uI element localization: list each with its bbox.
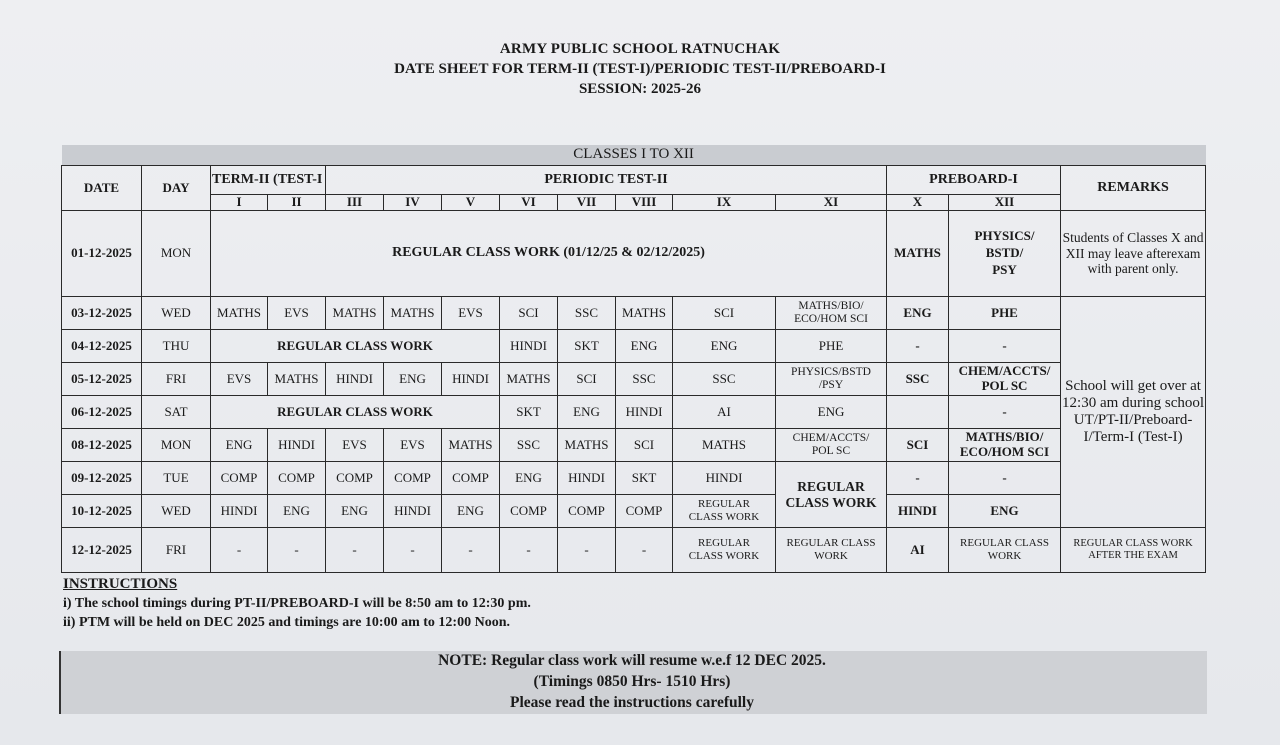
subject-cell: REGULAR CLASS WORK bbox=[673, 528, 776, 573]
day-cell: FRI bbox=[142, 528, 211, 573]
subject-cell: - bbox=[442, 528, 500, 573]
xi-merged-cell: REGULAR CLASS WORK bbox=[776, 462, 887, 528]
subject-cell: - bbox=[326, 528, 384, 573]
instruction-item: ii) PTM will be held on DEC 2025 and timings are 10:00 am to 12:00 Noon. bbox=[63, 615, 510, 630]
subject-cell: MATHS bbox=[326, 297, 384, 330]
subject-cell: - bbox=[268, 528, 326, 573]
subject-cell: SSC bbox=[558, 297, 616, 330]
date-cell: 05-12-2025 bbox=[62, 363, 142, 396]
subject-cell: EVS bbox=[211, 363, 268, 396]
x-cell: SSC bbox=[887, 363, 949, 396]
subject-cell: HINDI bbox=[616, 396, 673, 429]
preboard-group-header: PREBOARD-I bbox=[887, 166, 1061, 195]
subject-cell: HINDI bbox=[673, 462, 776, 495]
term-group-header: TERM-II (TEST-I bbox=[211, 166, 326, 195]
subject-cell: MATHS/BIO/ ECO/HOM SCI bbox=[776, 297, 887, 330]
subject-cell: SCI bbox=[673, 297, 776, 330]
xii-cell: ENG bbox=[949, 495, 1061, 528]
date-cell: 08-12-2025 bbox=[62, 429, 142, 462]
day-cell: TUE bbox=[142, 462, 211, 495]
class-header: I bbox=[211, 195, 268, 211]
subject-cell: HINDI bbox=[384, 495, 442, 528]
subject-cell: COMP bbox=[326, 462, 384, 495]
subject-cell: SSC bbox=[673, 363, 776, 396]
subject-cell: CHEM/ACCTS/ POL SC bbox=[776, 429, 887, 462]
class-header: IV bbox=[384, 195, 442, 211]
date-header: DATE bbox=[62, 166, 142, 211]
day-cell: SAT bbox=[142, 396, 211, 429]
subject-cell: MATHS bbox=[616, 297, 673, 330]
class-header: IX bbox=[673, 195, 776, 211]
subject-cell: COMP bbox=[616, 495, 673, 528]
x-cell bbox=[887, 396, 949, 429]
session-label: SESSION: 2025-26 bbox=[578, 81, 702, 97]
date-cell: 03-12-2025 bbox=[62, 297, 142, 330]
subject-cell: - bbox=[616, 528, 673, 573]
table-row bbox=[62, 429, 1206, 462]
subject-cell: EVS bbox=[326, 429, 384, 462]
xii-cell: - bbox=[949, 462, 1061, 495]
remark-cell: Students of Classes X and XII may leave afterexam with parent only. bbox=[1061, 211, 1206, 297]
day-cell: THU bbox=[142, 330, 211, 363]
subject-cell: - bbox=[558, 528, 616, 573]
merged-cell: REGULAR CLASS WORK bbox=[211, 396, 500, 429]
subject-cell: PHE bbox=[776, 330, 887, 363]
table-row bbox=[62, 462, 1206, 495]
table-row bbox=[62, 211, 1206, 297]
class-header: VII bbox=[558, 195, 616, 211]
xii-cell: PHYSICS/ BSTD/ PSY bbox=[949, 211, 1061, 297]
table-row bbox=[62, 495, 1206, 528]
instruction-item: i) The school timings during PT-II/PREBOARD-I will be 8:50 am to 12:30 pm. bbox=[63, 596, 531, 611]
xii-cell: - bbox=[949, 396, 1061, 429]
classes-banner: CLASSES I TO XII bbox=[62, 145, 1206, 166]
subject-cell: ENG bbox=[211, 429, 268, 462]
subject-cell: EVS bbox=[442, 297, 500, 330]
subject-cell: COMP bbox=[500, 495, 558, 528]
subject-cell: ENG bbox=[326, 495, 384, 528]
subject-cell: - bbox=[500, 528, 558, 573]
x-cell: ENG bbox=[887, 297, 949, 330]
note-line: Please read the instructions carefully bbox=[510, 694, 754, 711]
x-cell: AI bbox=[887, 528, 949, 573]
xii-cell: - bbox=[949, 330, 1061, 363]
class-header: XI bbox=[776, 195, 887, 211]
subject-cell: COMP bbox=[384, 462, 442, 495]
subject-cell: MATHS bbox=[384, 297, 442, 330]
subject-cell: SKT bbox=[616, 462, 673, 495]
subject-cell: ENG bbox=[616, 330, 673, 363]
subject-cell: SSC bbox=[500, 429, 558, 462]
subject-cell: EVS bbox=[384, 429, 442, 462]
subject-cell: MATHS bbox=[673, 429, 776, 462]
date-cell: 04-12-2025 bbox=[62, 330, 142, 363]
subject-cell: ENG bbox=[673, 330, 776, 363]
subject-cell: ENG bbox=[500, 462, 558, 495]
class-header: VIII bbox=[616, 195, 673, 211]
subject-cell: MATHS bbox=[558, 429, 616, 462]
class-header: VI bbox=[500, 195, 558, 211]
date-cell: 10-12-2025 bbox=[62, 495, 142, 528]
date-cell: 01-12-2025 bbox=[62, 211, 142, 297]
date-cell: 12-12-2025 bbox=[62, 528, 142, 573]
xii-cell: CHEM/ACCTS/ POL SC bbox=[949, 363, 1061, 396]
subject-cell: SSC bbox=[616, 363, 673, 396]
subject-cell: HINDI bbox=[442, 363, 500, 396]
subject-cell: COMP bbox=[268, 462, 326, 495]
table-row bbox=[62, 396, 1206, 429]
subject-cell: MATHS bbox=[500, 363, 558, 396]
subject-cell: SKT bbox=[500, 396, 558, 429]
x-cell: MATHS bbox=[887, 211, 949, 297]
subject-cell: HINDI bbox=[211, 495, 268, 528]
class-header: II bbox=[268, 195, 326, 211]
school-name: ARMY PUBLIC SCHOOL RATNUCHAK bbox=[499, 41, 781, 57]
day-cell: MON bbox=[142, 429, 211, 462]
xii-cell: PHE bbox=[949, 297, 1061, 330]
day-cell: MON bbox=[142, 211, 211, 297]
xii-cell: MATHS/BIO/ ECO/HOM SCI bbox=[949, 429, 1061, 462]
class-header: XII bbox=[949, 195, 1061, 211]
subject-cell: SKT bbox=[558, 330, 616, 363]
date-cell: 06-12-2025 bbox=[62, 396, 142, 429]
merged-cell: REGULAR CLASS WORK (01/12/25 & 02/12/2025) bbox=[211, 211, 887, 297]
day-cell: WED bbox=[142, 297, 211, 330]
subject-cell: MATHS bbox=[268, 363, 326, 396]
subject-cell: HINDI bbox=[558, 462, 616, 495]
x-cell: - bbox=[887, 330, 949, 363]
date-cell: 09-12-2025 bbox=[62, 462, 142, 495]
table-row bbox=[62, 363, 1206, 396]
subject-cell: MATHS bbox=[211, 297, 268, 330]
subject-cell: COMP bbox=[558, 495, 616, 528]
x-cell: HINDI bbox=[887, 495, 949, 528]
merged-cell: REGULAR CLASS WORK bbox=[211, 330, 500, 363]
subject-cell: HINDI bbox=[268, 429, 326, 462]
subject-cell: SCI bbox=[616, 429, 673, 462]
subject-cell: EVS bbox=[268, 297, 326, 330]
subject-cell: REGULAR CLASS WORK bbox=[776, 528, 887, 573]
remarks-header: REMARKS bbox=[1061, 166, 1206, 211]
subject-cell: AI bbox=[673, 396, 776, 429]
table-row bbox=[62, 330, 1206, 363]
remark-cell: REGULAR CLASS WORK AFTER THE EXAM bbox=[1061, 528, 1206, 573]
subject-cell: ENG bbox=[558, 396, 616, 429]
subject-cell: ENG bbox=[268, 495, 326, 528]
subject-cell: SCI bbox=[558, 363, 616, 396]
subject-cell: ENG bbox=[442, 495, 500, 528]
subject-cell: HINDI bbox=[500, 330, 558, 363]
subject-cell: MATHS bbox=[442, 429, 500, 462]
subject-cell: - bbox=[384, 528, 442, 573]
subject-cell: PHYSICS/BSTD /PSY bbox=[776, 363, 887, 396]
date-sheet-table bbox=[61, 145, 1206, 573]
subject-cell: COMP bbox=[442, 462, 500, 495]
x-cell: SCI bbox=[887, 429, 949, 462]
note-line: (Timings 0850 Hrs- 1510 Hrs) bbox=[533, 673, 731, 690]
subject-cell: HINDI bbox=[326, 363, 384, 396]
subject-cell: SCI bbox=[500, 297, 558, 330]
day-cell: WED bbox=[142, 495, 211, 528]
day-header: DAY bbox=[142, 166, 211, 211]
subject-cell: COMP bbox=[211, 462, 268, 495]
class-header: X bbox=[887, 195, 949, 211]
table-row bbox=[62, 528, 1206, 573]
instructions-title: INSTRUCTIONS bbox=[63, 576, 178, 592]
periodic-group-header: PERIODIC TEST-II bbox=[326, 166, 887, 195]
note-line: NOTE: Regular class work will resume w.e.f 12 DEC 2025. bbox=[438, 652, 826, 669]
table-row bbox=[62, 297, 1206, 330]
date-sheet-title: DATE SHEET FOR TERM-II (TEST-I)/PERIODIC TEST-II/PREBOARD-I bbox=[394, 61, 886, 77]
subject-cell: - bbox=[211, 528, 268, 573]
x-cell: - bbox=[887, 462, 949, 495]
class-header: III bbox=[326, 195, 384, 211]
day-cell: FRI bbox=[142, 363, 211, 396]
subject-cell: REGULAR CLASS WORK bbox=[673, 495, 776, 528]
xii-cell: REGULAR CLASS WORK bbox=[949, 528, 1061, 573]
subject-cell: ENG bbox=[776, 396, 887, 429]
class-header: V bbox=[442, 195, 500, 211]
remark-middle-cell: School will get over at 12:30 am during school UT/PT-II/Preboard-I/Term-I (Test-I) bbox=[1061, 297, 1206, 528]
subject-cell: ENG bbox=[384, 363, 442, 396]
